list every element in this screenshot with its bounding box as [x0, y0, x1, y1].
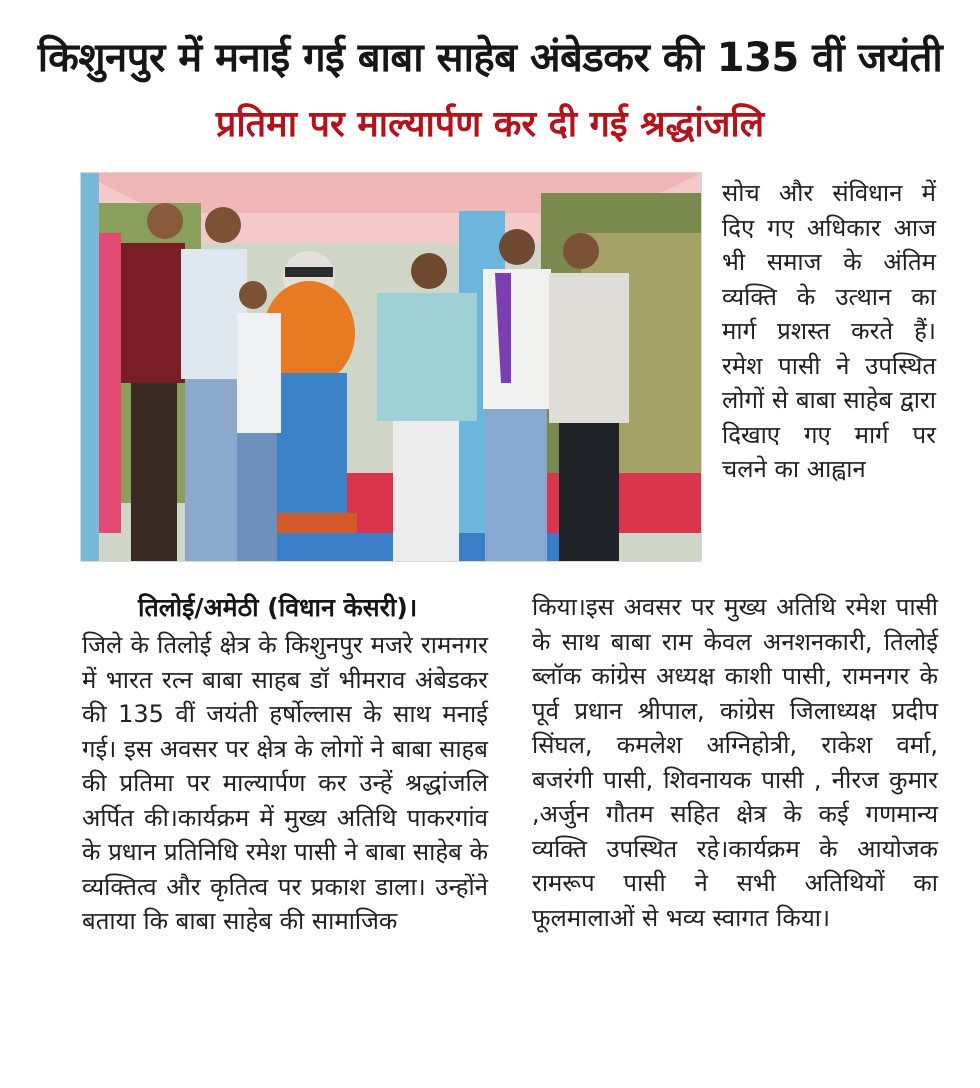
photo-group-with-statue-icon	[81, 173, 701, 561]
article-text-right-top: सोच और संविधान में दिए गए अधिकार आज भी समाज के अंतिम व्यक्ति के उत्थान का मार्ग प्रशस्त करते हैं।रमेश पासी ने उपस्थित लोगों से बाबा साहेब द्वारा दिखाए गए मार्ग पर चलने का आह्वान	[722, 179, 936, 483]
subheadline: प्रतिमा पर माल्यार्पण कर दी गई श्रद्धांजलि	[215, 104, 765, 145]
headline: किशुनपुर में मनाई गई बाबा साहेब अंबेडकर की 135 वीं जयंती	[37, 35, 943, 81]
article-text-left-column: जिले के तिलोई क्षेत्र के किशुनपुर मजरे रामनगर में भारत रत्न बाबा साहब डॉ भीमराव अंबेडकर की 135 वीं जयंती हर्षोल्लास के साथ मनाई गई। इस अवसर पर क्षेत्र के लोगों ने बाबा साहब की प्रतिमा पर माल्यार्पण कर उन्हें श्रद्धांजलि अर्पित की।कार्यक्रम में मुख्य अतिथि पाकरगांव के प्रधान प्रतिनिधि रमेश पासी ने बाबा साहेब के व्यक्तित्व और कृतित्व पर प्रकाश डाला। उन्होंने बताया कि बाबा साहेब की सामाजिक	[82, 631, 488, 935]
dateline: तिलोई/अमेठी (विधान केसरी)।	[138, 593, 418, 622]
article-text-right-bottom: किया।इस अवसर पर मुख्य अतिथि रमेश पासी के साथ बाबा राम केवल अनशनकारी, तिलोई ब्लॉक कांग्रेस अध्यक्ष काशी पासी, रामनगर के पूर्व प्रधान श्रीपाल, कांग्रेस जिलाध्यक्ष प्रदीप सिंघल, कमलेश अग्निहोत्री, राकेश वर्मा, बजरंगी पासी, शिवनायक पासी , नीरज कुमार ,अर्जुन गौतम सहित क्षेत्र के कई गणमान्य व्यक्ति उपस्थित रहे।कार्यक्रम के आयोजक रामरूप पासी ने सभी अतिथियों का फूलमालाओं से भव्य स्वागत किया।	[532, 593, 938, 932]
news-photo	[80, 172, 702, 562]
